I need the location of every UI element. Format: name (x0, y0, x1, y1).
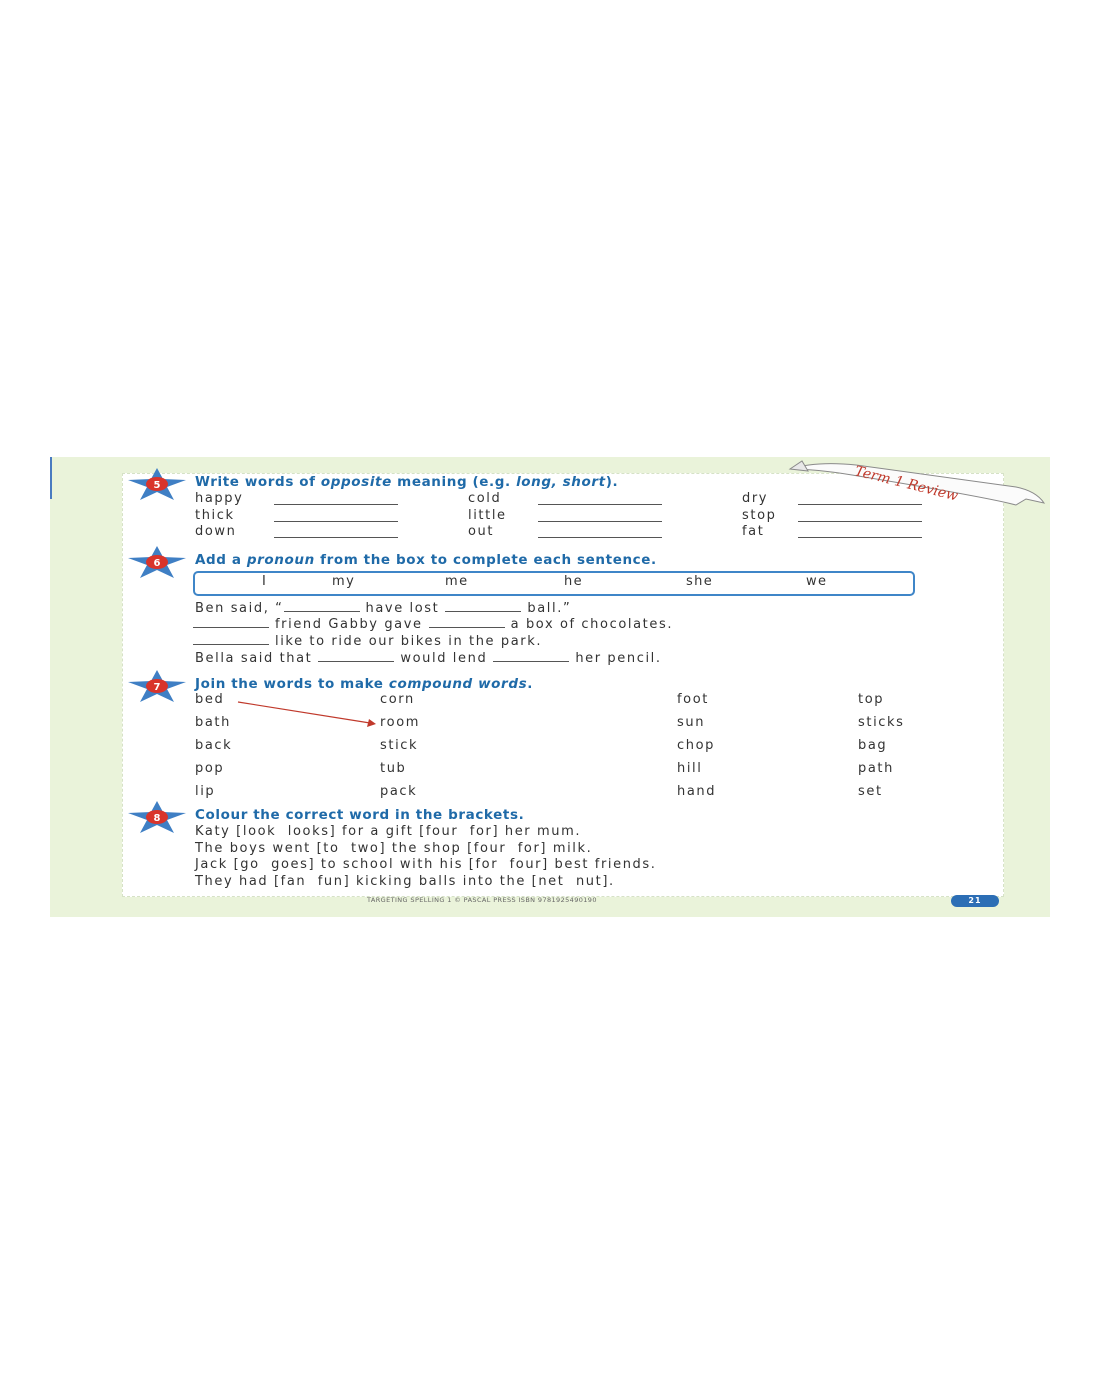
compound-part[interactable]: bath (195, 715, 231, 730)
bracket-sentence[interactable]: Katy [look looks] for a gift [four for] her mum. (195, 824, 582, 839)
compound-part[interactable]: pack (380, 784, 418, 799)
pronoun-option: me (445, 574, 469, 589)
footer-credit: TARGETING SPELLING 1 © PASCAL PRESS ISBN 9781925490190 (367, 896, 597, 904)
question-8-instruction: Colour the correct word in the brackets. (195, 807, 525, 823)
answer-blank[interactable] (284, 601, 360, 612)
answer-blank[interactable] (493, 651, 569, 662)
opposite-word: fat (742, 524, 765, 539)
svg-text:8: 8 (153, 813, 161, 824)
answer-blank[interactable] (538, 521, 662, 522)
sentence-3: like to ride our bikes in the park. (193, 634, 542, 649)
banner-text: Term 1 Review (853, 463, 960, 505)
opposite-word: little (468, 508, 507, 523)
opposite-word: down (195, 524, 237, 539)
answer-blank[interactable] (798, 504, 922, 505)
answer-blank[interactable] (274, 537, 398, 538)
svg-text:5: 5 (153, 480, 161, 491)
question-5-instruction: Write words of opposite meaning (e.g. long, short). (195, 474, 619, 490)
compound-part[interactable]: room (380, 715, 421, 730)
pronoun-option: we (806, 574, 828, 589)
sentence-1: Ben said, “ have lost ball.” (195, 601, 572, 616)
answer-blank[interactable] (193, 634, 269, 645)
page-number: 21 (951, 895, 999, 907)
svg-text:7: 7 (153, 682, 161, 693)
opposite-word: thick (195, 508, 235, 523)
pronoun-option: he (564, 574, 584, 589)
pronoun-option: my (332, 574, 356, 589)
answer-blank[interactable] (538, 537, 662, 538)
compound-part[interactable]: tub (380, 761, 407, 776)
answer-blank[interactable] (274, 521, 398, 522)
bracket-sentence[interactable]: They had [fan fun] kicking balls into the [net nut]. (195, 874, 615, 889)
pronoun-option: I (262, 574, 268, 589)
compound-part[interactable]: corn (380, 692, 415, 707)
answer-blank[interactable] (538, 504, 662, 505)
question-8-star-icon (126, 800, 188, 834)
question-7-star-icon (126, 669, 188, 703)
frame-edge (50, 457, 52, 499)
answer-blank[interactable] (429, 617, 505, 628)
opposite-word: cold (468, 491, 502, 506)
compound-part[interactable]: back (195, 738, 233, 753)
answer-blank[interactable] (798, 537, 922, 538)
bracket-sentence[interactable]: The boys went [to two] the shop [four for] milk. (195, 841, 593, 856)
opposite-word: out (468, 524, 495, 539)
compound-part[interactable]: path (858, 761, 894, 776)
compound-part[interactable]: pop (195, 761, 225, 776)
opposite-word: stop (742, 508, 777, 523)
answer-blank[interactable] (274, 504, 398, 505)
question-7-instruction: Join the words to make compound words. (195, 676, 533, 692)
question-5-star-icon (126, 467, 188, 501)
pronoun-option: she (686, 574, 714, 589)
sentence-4: Bella said that would lend her pencil. (195, 651, 662, 666)
svg-text:6: 6 (153, 558, 161, 569)
opposite-word: happy (195, 491, 244, 506)
opposite-word: dry (742, 491, 769, 506)
compound-part[interactable]: bag (858, 738, 888, 753)
compound-part[interactable]: top (858, 692, 885, 707)
compound-part[interactable]: hill (677, 761, 703, 776)
compound-part[interactable]: sticks (858, 715, 905, 730)
compound-part[interactable]: set (858, 784, 883, 799)
sentence-2: friend Gabby gave a box of chocolates. (193, 617, 673, 632)
example-join-arrow (236, 698, 378, 728)
question-6-star-icon (126, 545, 188, 579)
compound-part[interactable]: chop (677, 738, 715, 753)
answer-blank[interactable] (445, 601, 521, 612)
compound-part[interactable]: foot (677, 692, 709, 707)
bracket-sentence[interactable]: Jack [go goes] to school with his [for four] best friends. (195, 857, 657, 872)
term-review-banner (786, 457, 1048, 509)
question-6-instruction: Add a pronoun from the box to complete each sentence. (195, 552, 657, 568)
compound-part[interactable]: hand (677, 784, 717, 799)
compound-part[interactable]: lip (195, 784, 216, 799)
answer-blank[interactable] (318, 651, 394, 662)
compound-part[interactable]: bed (195, 692, 225, 707)
compound-part[interactable]: sun (677, 715, 706, 730)
compound-part[interactable]: stick (380, 738, 419, 753)
answer-blank[interactable] (193, 617, 269, 628)
answer-blank[interactable] (798, 521, 922, 522)
